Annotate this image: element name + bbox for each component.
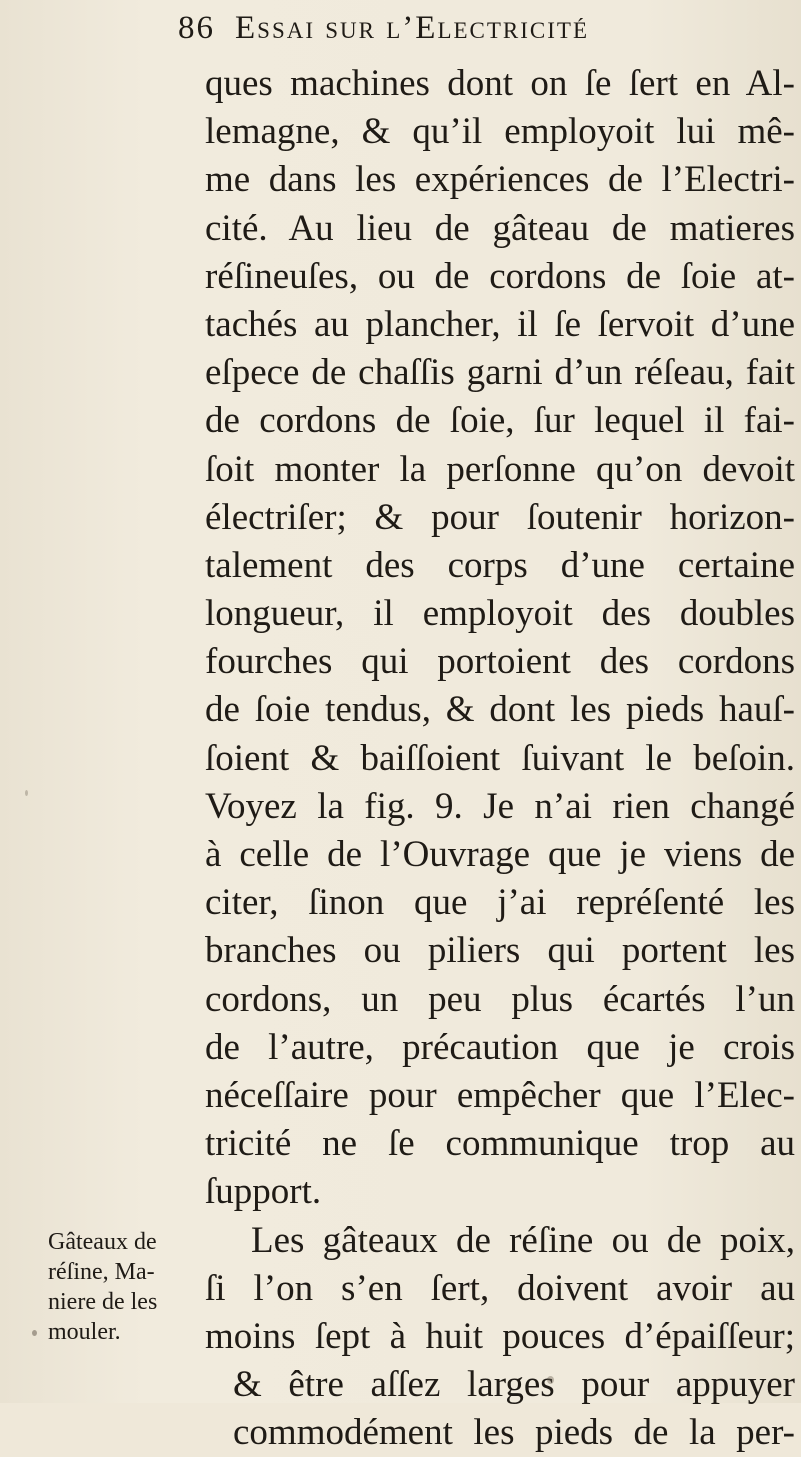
text-line: de ſoie tendus, & dont les pieds hauſ- — [205, 689, 795, 731]
text-line: eſpece de chaſſis garni d’un réſeau, fait — [205, 352, 795, 394]
text-line: fourches qui portoient des cordons — [205, 641, 795, 683]
text-line: cordons, un peu plus écartés l’un — [205, 978, 795, 1020]
text-line: ſupport. — [205, 1171, 322, 1213]
text-line: ſoit monter la perſonne qu’on devoit — [205, 448, 795, 490]
page-number: 86 — [178, 10, 215, 46]
text-line: moins ſept à huit pouces d’épaiſſeur; — [205, 1315, 795, 1357]
text-line: ſoient & baiſſoient ſuivant le beſoin. — [205, 737, 795, 779]
text-line: Les gâteaux de réſine ou de poix, — [251, 1219, 795, 1261]
text-line: électriſer; & pour ſoutenir horizon- — [205, 496, 795, 538]
paper-speck — [547, 1376, 554, 1384]
text-line: néceſſaire pour empêcher que l’Elec- — [205, 1074, 795, 1116]
text-line: lemagne, & qu’il employoit lui mê- — [205, 111, 795, 153]
marginal-line: mouler. — [48, 1319, 121, 1345]
text-line: branches ou piliers qui portent les — [205, 930, 795, 972]
running-head — [178, 10, 589, 47]
text-line: & être aſſez larges pour appuyer — [233, 1364, 795, 1406]
text-line: à celle de l’Ouvrage que je viens de — [205, 834, 795, 875]
paper-speck — [25, 790, 28, 796]
body-text — [205, 60, 795, 1457]
text-line: de cordons de ſoie, ſur lequel il fai- — [205, 400, 795, 442]
text-line: cité. Au lieu de gâteau de matieres — [205, 207, 795, 249]
text-line: longueur, il employoit des doubles — [205, 593, 795, 635]
text-line: commodément les pieds de la per- — [233, 1412, 795, 1454]
text-line: réſineuſes, ou de cordons de ſoie at- — [205, 255, 795, 297]
marginal-line: réſine, Ma- — [48, 1259, 155, 1285]
text-line: talement des corps d’une certaine — [205, 544, 795, 586]
text-line: citer, ſinon que j’ai repréſenté les — [205, 882, 795, 924]
marginal-note — [48, 1227, 198, 1347]
text-line: tricité ne ſe communique trop au — [205, 1123, 795, 1165]
running-title: Essai sur l’Electricité — [235, 10, 590, 46]
text-line: ques machines dont on ſe ſert en Al- — [205, 63, 795, 104]
text-line: ſi l’on s’en ſert, doivent avoir au — [205, 1267, 795, 1309]
marginal-line: niere de les — [48, 1289, 158, 1315]
text-line: tachés au plancher, il ſe ſervoit d’une — [205, 303, 795, 345]
text-line: de l’autre, précaution que je crois — [205, 1026, 795, 1068]
text-line: me dans les expériences de l’Electri- — [205, 159, 795, 201]
text-line: Voyez la fig. 9. Je n’ai rien changé — [205, 785, 795, 827]
marginal-line: Gâteaux de — [48, 1229, 157, 1255]
paper-speck — [32, 1330, 37, 1336]
